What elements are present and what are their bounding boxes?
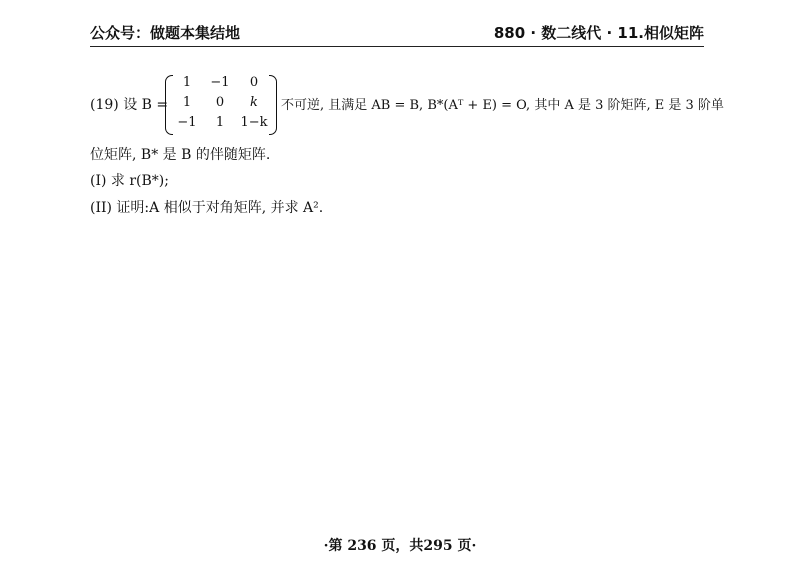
page-header	[90, 18, 704, 47]
header-chapter: 880 · 数二线代 · 11.相似矩阵	[493, 24, 704, 42]
matrix-cell: 1−k	[240, 115, 268, 130]
matrix-cell: 1	[182, 75, 192, 90]
header-source: 公众号：做题本集结地	[90, 24, 241, 42]
matrix-b	[165, 75, 277, 133]
page-footer: ·第 236 页，共295 页·	[323, 538, 477, 554]
matrix-cell: k	[250, 95, 258, 110]
matrix-cell: −1	[177, 115, 197, 130]
matrix-cell: 0	[215, 95, 225, 110]
matrix-cell: −1	[210, 75, 230, 90]
problem-statement-line1: 不可逆, 且满足 AB = B, B*(Aᵀ + E) = O, 其中 A 是 3 阶矩阵, E 是 3 阶单	[281, 98, 724, 113]
problem-statement-line2: 位矩阵, B* 是 B 的伴随矩阵.	[90, 147, 271, 163]
problem-part-2: (II) 证明:A 相似于对角矩阵, 并求 A².	[90, 200, 324, 216]
matrix-cell: 1	[215, 115, 225, 130]
matrix-cell: 0	[249, 75, 259, 90]
matrix-cell: 1	[182, 95, 192, 110]
problem-number-prefix: (19) 设 B =	[90, 97, 169, 113]
problem-part-1: (I) 求 r(B*);	[90, 173, 169, 189]
